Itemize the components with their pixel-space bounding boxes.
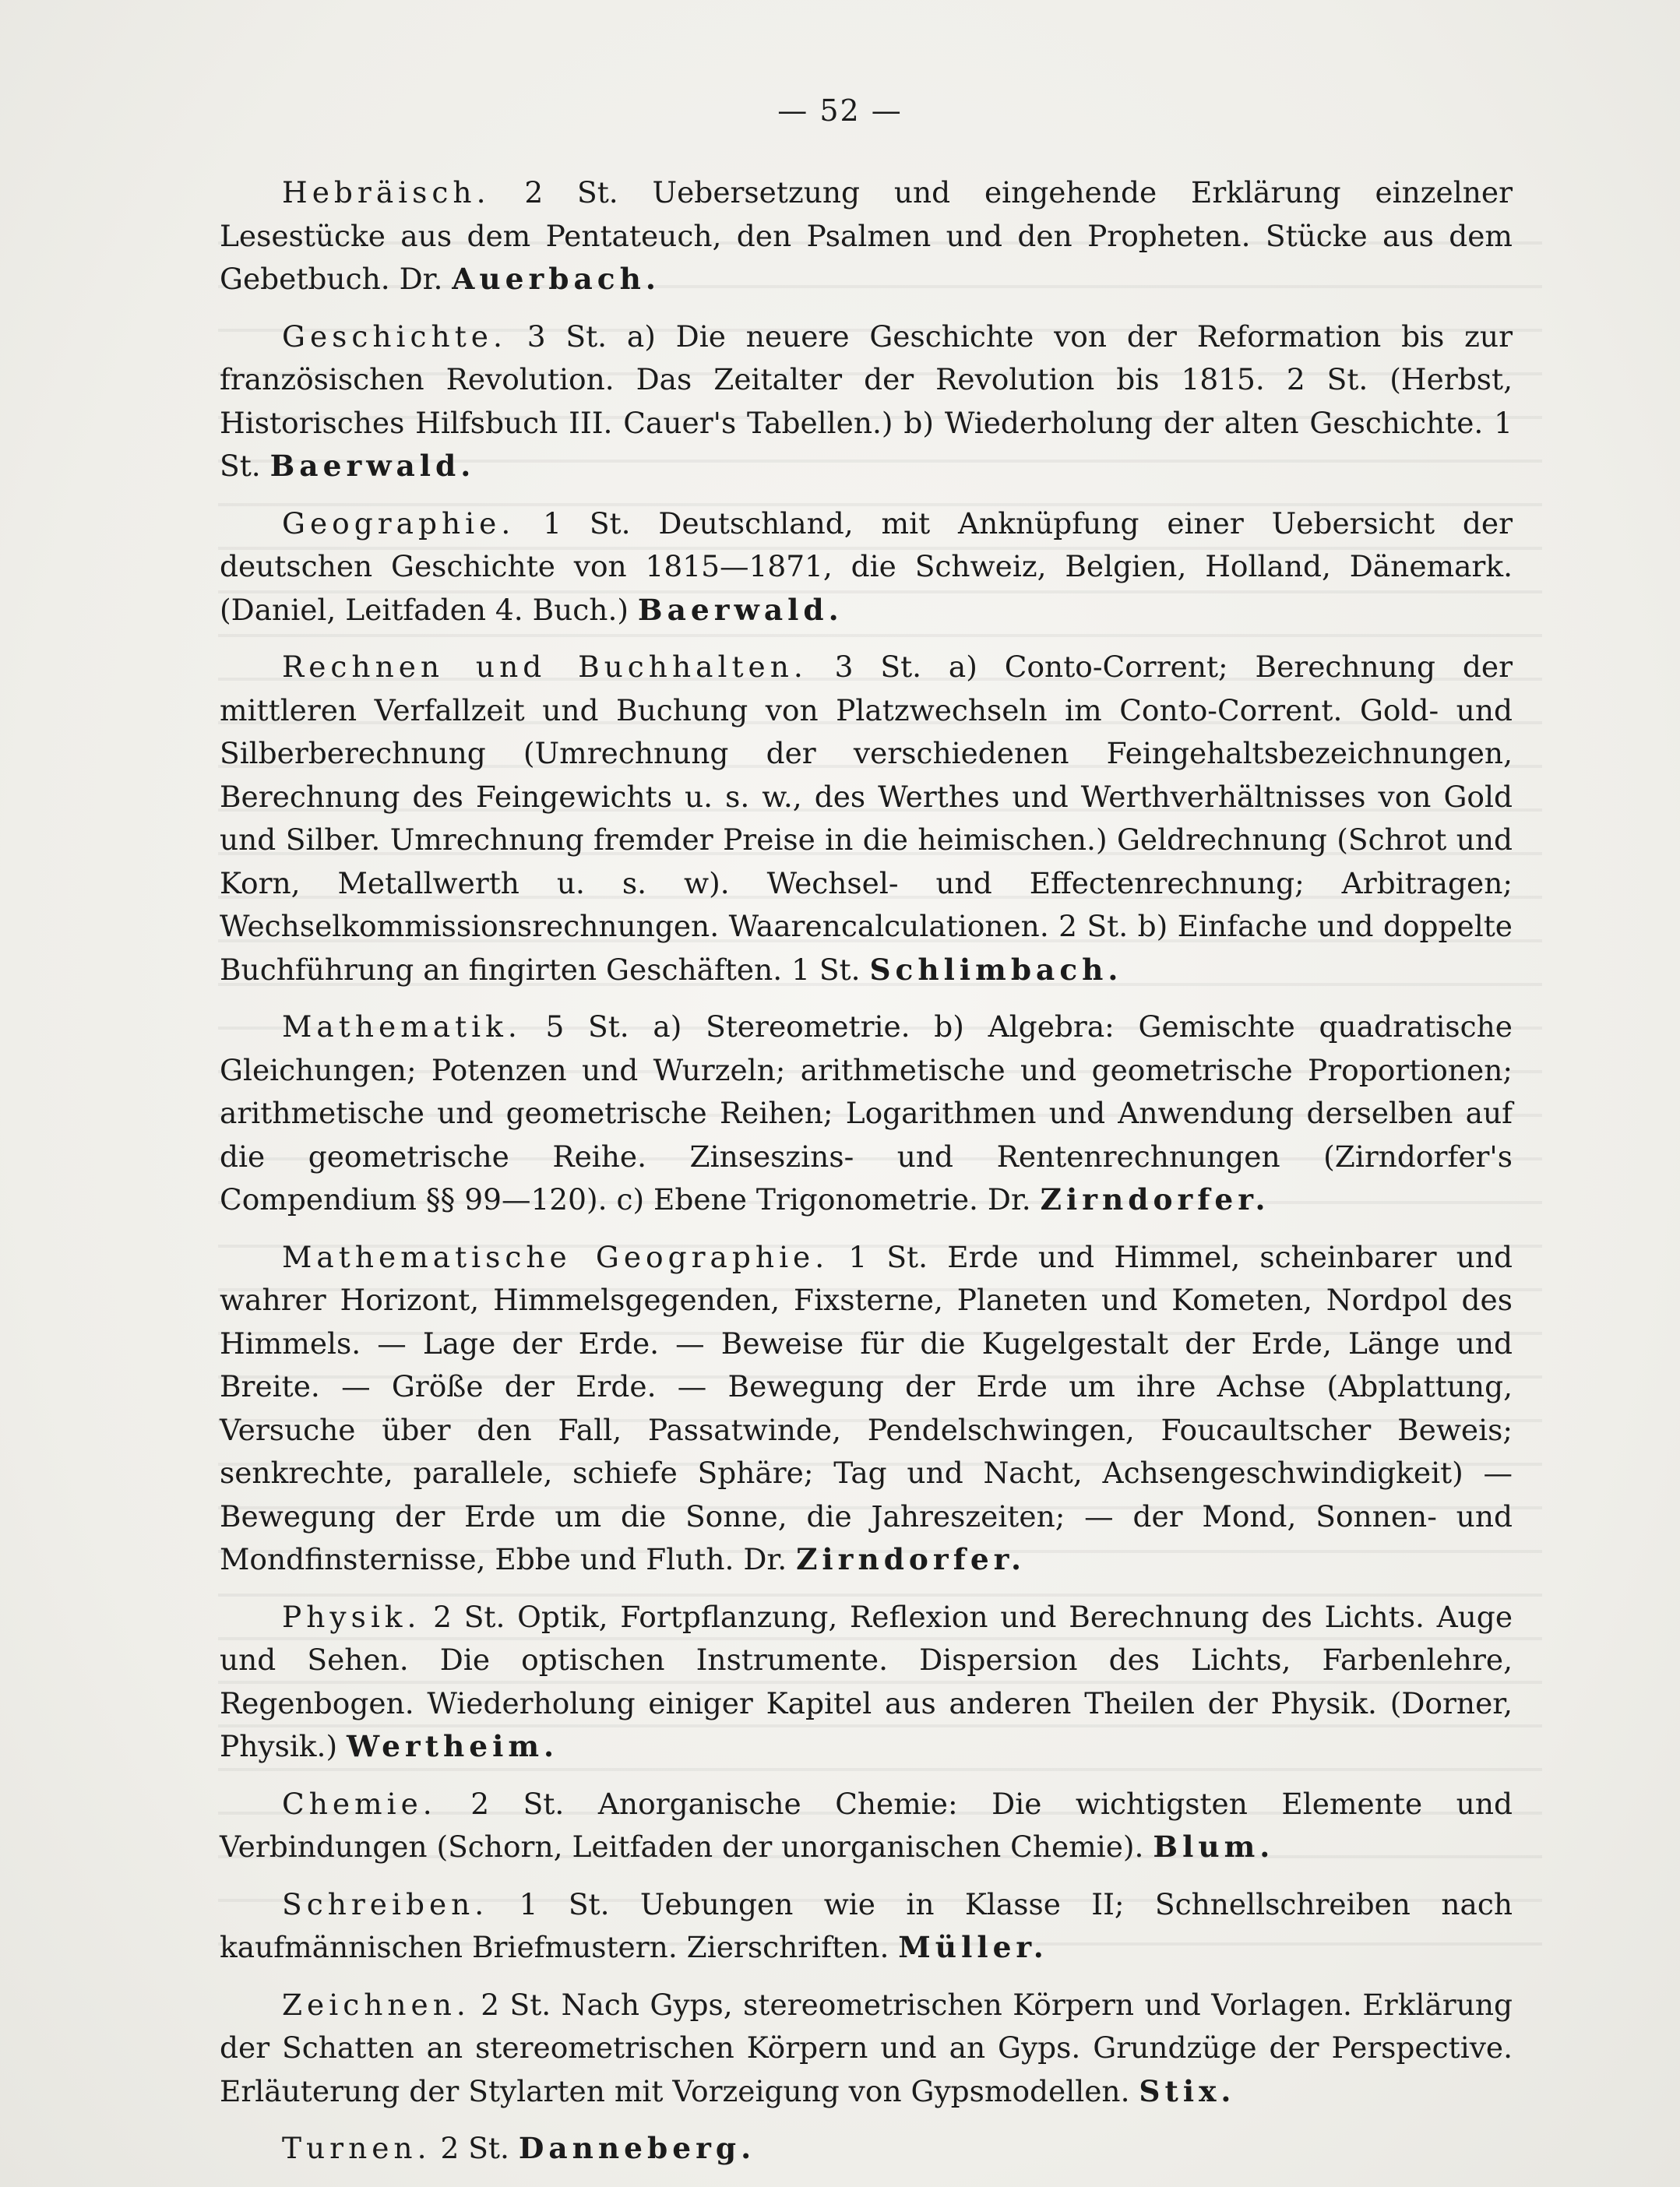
teacher-name: Zirndorfer.	[1040, 1182, 1270, 1217]
section-body: 3 St. a) Die neuere Geschichte von der Reformation bis zur französischen Revolution. Das Zeitalter der Revolution bis 1815. 2 St. (Herbst, Historisches Hilfsbuch III. Cauer's Tabellen.) b) Wiederholung der alten Geschichte. 1 St.	[220, 319, 1513, 483]
section-math-geographie	[220, 1236, 1513, 1582]
section-rechnen	[220, 646, 1513, 991]
teacher-name: Baerwald.	[637, 592, 844, 627]
section-body: 1 St. Uebungen wie in Klasse II; Schnellschreiben nach kaufmännischen Briefmustern. Zierschriften.	[220, 1886, 1513, 1964]
section-body: 2 St.	[440, 2131, 509, 2165]
section-zeichnen	[220, 1984, 1513, 2114]
teacher-name: Auerbach.	[452, 262, 660, 296]
subject-title: Chemie.	[282, 1786, 437, 1821]
subject-title: Hebräisch.	[282, 175, 491, 210]
teacher-name: Blum.	[1153, 1830, 1275, 1864]
section-body: 2 St. Uebersetzung und eingehende Erklärung einzelner Lesestücke aus dem Pentateuch, den Psalmen und den Propheten. Stücke aus dem Gebetbuch. Dr.	[220, 175, 1513, 296]
section-body: 2 St. Anorganische Chemie: Die wichtigsten Elemente und Verbindungen (Schorn, Leitfaden der unorganischen Chemie).	[220, 1786, 1513, 1864]
section-schreiben	[220, 1883, 1513, 1970]
section-body: 1 St. Erde und Himmel, scheinbarer und wahrer Horizont, Himmelsgegenden, Fixsterne, Planeten und Kometen, Nordpol des Himmels. — Lage der Erde. — Beweise für die Kugelgestalt der Erde, Länge und Breite. — Größe der Erde. — Bewegung der Erde um ihre Achse (Abplattung, Versuche über den Fall, Passatwinde, Pendelschwingen, Foucaultscher Beweis; senkrechte, parallele, schiefe Sphäre; Tag und Nacht, Achsengeschwindigkeit) — Bewegung der Erde um die Sonne, die Jahreszeiten; — der Mond, Sonnen- und Mondfinsternisse, Ebbe und Fluth. Dr.	[220, 1239, 1513, 1576]
subject-title: Turnen.	[282, 2131, 431, 2165]
section-turnen	[220, 2127, 1513, 2171]
teacher-name: Baerwald.	[269, 449, 476, 483]
subject-title: Physik.	[282, 1599, 421, 1634]
section-body: 2 St. Optik, Fortpflanzung, Reflexion und Berechnung des Lichts. Auge und Sehen. Die optischen Instrumente. Dispersion des Lichts, Farbenlehre, Regenbogen. Wiederholung einiger Kapitel aus anderen Theilen der Physik. (Dorner, Physik.)	[220, 1599, 1513, 1763]
section-body: 3 St. a) Conto-Corrent; Berechnung der mittleren Verfallzeit und Buchung von Platzwechseln im Conto-Corrent. Gold- und Silberberechnung (Umrechnung der verschiedenen Feingehaltsbezeichnungen, Berechnung des Feingewichts u. s. w., des Werthes und Werthverhältnisses von Gold und Silber. Umrechnung fremder Preise in die heimischen.) Geldrechnung (Schrot und Korn, Metallwerth u. s. w). Wechsel- und Effectenrechnung; Arbitragen; Wechselkommissionsrechnungen. Waarencalculationen. 2 St. b) Einfache und doppelte Buchführung an fingirten Geschäften. 1 St.	[220, 650, 1513, 987]
section-body: 5 St. a) Stereometrie. b) Algebra: Gemischte quadratische Gleichungen; Potenzen und Wurzeln; arithmetische und geometrische Proportionen; arithmetische und geometrische Reihen; Logarithmen und Anwendung derselben auf die geometrische Reihe. Zinseszins- und Rentenrechnungen (Zirndorfer's Compendium §§ 99—120). c) Ebene Trigonometrie. Dr.	[220, 1009, 1513, 1217]
teacher-name: Wertheim.	[347, 1729, 559, 1763]
section-physik	[220, 1596, 1513, 1769]
section-geographie	[220, 502, 1513, 632]
subject-title: Geschichte.	[282, 319, 507, 354]
subject-title: Schreiben.	[282, 1886, 489, 1921]
subject-title: Geographie.	[282, 505, 516, 541]
section-body: 1 St. Deutschland, mit Anknüpfung einer Uebersicht der deutschen Geschichte von 1815—1871, die Schweiz, Belgien, Holland, Dänemark. (Daniel, Leitfaden 4. Buch.)	[220, 505, 1513, 627]
subject-title: Mathematische Geographie.	[282, 1239, 829, 1274]
curriculum-text	[220, 171, 1513, 2185]
section-hebraeisch	[220, 171, 1513, 301]
teacher-name: Müller.	[898, 1930, 1048, 1964]
subject-title: Rechnen und Buchhalten.	[282, 650, 808, 684]
teacher-name: Schlimbach.	[869, 952, 1123, 987]
page-number: — 52 —	[777, 93, 903, 128]
teacher-name: Zirndorfer.	[796, 1542, 1027, 1576]
section-chemie	[220, 1783, 1513, 1869]
section-mathematik	[220, 1005, 1513, 1222]
section-body: 2 St. Nach Gyps, stereometrischen Körpern und Vorlagen. Erklärung der Schatten an stereometrischen Körpern und an Gyps. Grundzüge der Perspective. Erläuterung der Stylarten mit Vorzeigung von Gypsmodellen.	[220, 1987, 1513, 2108]
subject-title: Zeichnen.	[282, 1987, 470, 2022]
teacher-name: Stix.	[1139, 2073, 1236, 2108]
section-geschichte	[220, 315, 1513, 488]
subject-title: Mathematik.	[282, 1009, 522, 1044]
teacher-name: Danneberg.	[518, 2131, 756, 2165]
